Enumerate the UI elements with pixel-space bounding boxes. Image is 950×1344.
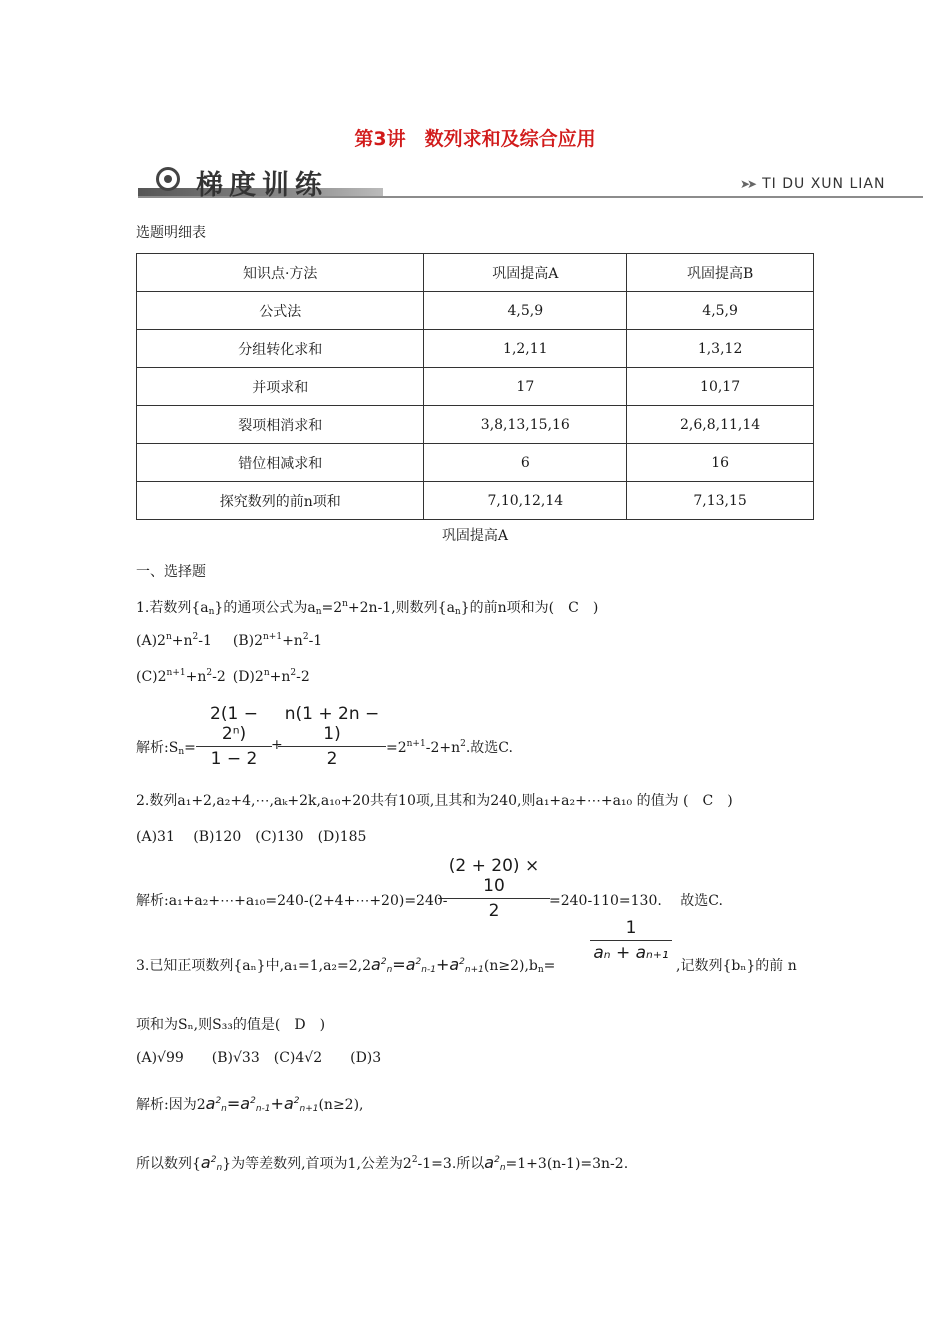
table-cell: 并项求和 — [137, 368, 424, 406]
q2-fraction: $\frac{(2 + 20) \times 10}{2}$ — [438, 856, 550, 921]
table-row — [137, 292, 814, 330]
table-row — [137, 368, 814, 406]
section-title: 巩固提高A — [441, 528, 509, 544]
q2-stem: 2.数列a₁+2,a₂+4,⋯,aₖ+2k,a₁₀+20共有10项,且其和为240,则a₁+a₂+⋯+a₁₀ 的值为 ( C ) — [136, 793, 733, 809]
header-cell: 巩固提高B — [627, 254, 814, 292]
table-cell: 裂项相消求和 — [137, 406, 424, 444]
table-cell: 6 — [424, 444, 627, 482]
table-cell: 公式法 — [137, 292, 424, 330]
q1-fraction-2: $\frac{n(1 + 2n - 1)}{2}$ — [278, 704, 386, 769]
table-cell: 探究数列的前n项和 — [137, 482, 424, 520]
q2-solution-suffix: =240-110=130. 故选C. — [549, 893, 723, 909]
table-cell: 16 — [627, 444, 814, 482]
table-header-row — [137, 254, 814, 292]
table-cell: 10,17 — [627, 368, 814, 406]
table-cell: 3,8,13,15,16 — [424, 406, 627, 444]
q1-stem: 1.若数列$\{a_n\}$的通项公式为$a_n=2^n+2n-1$,则数列$\{a_n\}$的前n项和为( C ) — [136, 599, 599, 617]
q3-options: (A)√99 (B)√33 (C)4√2 (D)3 — [136, 1050, 382, 1066]
q3-solution-line1: 解析:因为$2a^2_n=a^2_{n-1}+a^2_{n+1}(n\ge 2)$, — [136, 1094, 364, 1114]
table-cell: 2,6,8,11,14 — [627, 406, 814, 444]
table-cell: 1,3,12 — [627, 330, 814, 368]
q1-options-ab: $(A)2^n+n^2-1$ $(B)2^{n+1}+n^2-1$ — [136, 632, 323, 649]
topic-table — [136, 253, 814, 520]
q3-stem-tail: ,记数列{bₙ}的前 n — [676, 958, 797, 974]
table-cell: 错位相减求和 — [137, 444, 424, 482]
table-cell: 17 — [424, 368, 627, 406]
banner-english-text: TI DU XUN LIAN — [762, 176, 886, 192]
q3-stem: 3.已知正项数列{aₙ}中$,a_1=1,a_2=2,2a^2_n=a^2_{n-1}+a^2_{n+1}(n\ge 2),b_n=$ — [136, 955, 556, 975]
table-cell: 7,10,12,14 — [424, 482, 627, 520]
q3-stem-line2: 项和为Sₙ,则S₃₃的值是( D ) — [136, 1017, 326, 1033]
table-row — [137, 406, 814, 444]
q3-solution-line2: 所以数列$\{a^2_n\}$为等差数列,首项为1,公差为$2^2-1=3$.所以$a^2_n=1+3(n-1)=3n-2$. — [136, 1153, 629, 1173]
q1-plus: + — [271, 737, 283, 753]
q1-fraction-1: $\frac{\text{2(1 − 2ⁿ)}}{1 - 2}$ — [196, 704, 272, 769]
q2-options: (A)31 (B)120 (C)130 (D)185 — [136, 829, 367, 845]
table-caption: 选题明细表 — [136, 225, 206, 241]
table-row — [137, 482, 814, 520]
target-icon — [156, 167, 180, 191]
header-cell: 知识点·方法 — [137, 254, 424, 292]
q1-solution-suffix: $=2^{n+1}-2+n^2$.故选C. — [386, 739, 513, 756]
double-arrow-icon: ➤➤ — [740, 177, 755, 191]
banner-label: 梯度训练 — [196, 170, 328, 201]
q1-solution-prefix: 解析$:S_n=$ — [136, 740, 196, 757]
part-title: 一、选择题 — [136, 564, 206, 580]
table-row — [137, 444, 814, 482]
table-cell: 4,5,9 — [424, 292, 627, 330]
q3-fraction: $\frac{1}{\text{aₙ + aₙ₊₁}}$ — [590, 918, 672, 963]
page-title: 第3讲 数列求和及综合应用 — [354, 128, 596, 150]
table-row — [137, 330, 814, 368]
table-cell: 1,2,11 — [424, 330, 627, 368]
table-cell: 7,13,15 — [627, 482, 814, 520]
table-cell: 分组转化求和 — [137, 330, 424, 368]
q1-options-cd: $(C)2^{n+1}+n^2-2$ $(D)2^n+n^2-2$ — [136, 668, 310, 685]
q2-solution-prefix: 解析:a₁+a₂+⋯+a₁₀=240-(2+4+⋯+20)=240- — [136, 893, 448, 909]
banner-english — [740, 176, 885, 192]
header-cell: 巩固提高A — [424, 254, 627, 292]
table-cell: 4,5,9 — [627, 292, 814, 330]
q3-recurrence: $a^2_n=a^2_{n-1}+a^2_{n+1}$ — [371, 955, 484, 975]
